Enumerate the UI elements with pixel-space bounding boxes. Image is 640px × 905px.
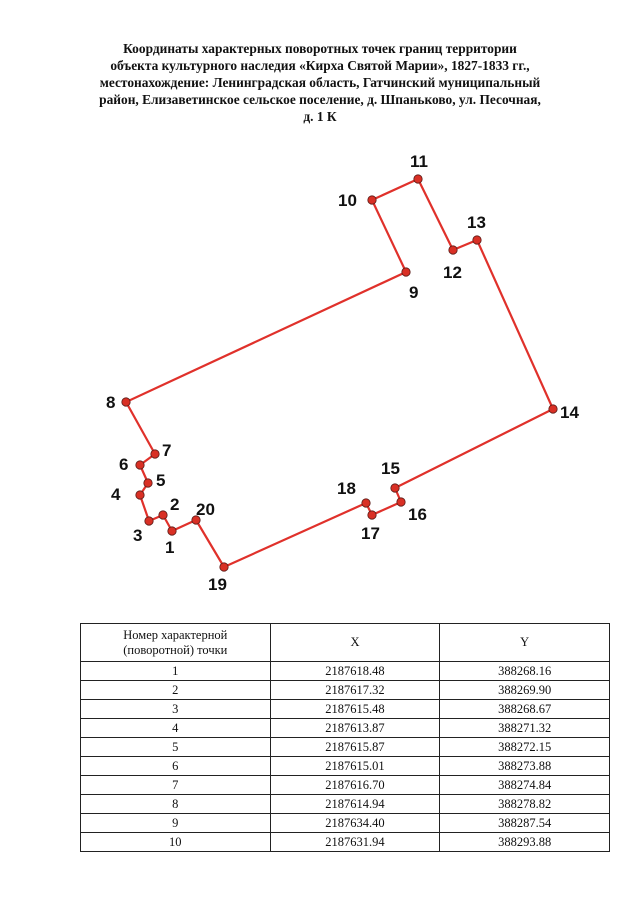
cell-point-number: 4: [81, 719, 271, 738]
boundary-point-marker: [368, 511, 376, 519]
column-header-point: Номер характерной (поворотной) точки: [81, 624, 271, 662]
cell-point-number: 5: [81, 738, 271, 757]
point-label: 8: [106, 393, 116, 412]
cell-y: 388293.88: [440, 833, 610, 852]
table-row: [81, 719, 610, 738]
point-label: 19: [208, 575, 227, 594]
column-header-y: Y: [440, 624, 610, 662]
cell-y: 388278.82: [440, 795, 610, 814]
cell-x: 2187616.70: [270, 776, 440, 795]
cell-point-number: 7: [81, 776, 271, 795]
cell-y: 388287.54: [440, 814, 610, 833]
point-label: 10: [338, 191, 357, 210]
point-label: 16: [408, 505, 427, 524]
cell-x: 2187613.87: [270, 719, 440, 738]
point-label: 5: [156, 471, 166, 490]
table-row: [81, 814, 610, 833]
boundary-point-marker: [220, 563, 228, 571]
cell-x: 2187631.94: [270, 833, 440, 852]
cell-y: 388273.88: [440, 757, 610, 776]
boundary-point-marker: [449, 246, 457, 254]
table-body: [81, 662, 610, 852]
table-row: [81, 776, 610, 795]
cell-y: 388269.90: [440, 681, 610, 700]
boundary-point-marker: [136, 491, 144, 499]
point-label: 20: [196, 500, 215, 519]
column-header-x: X: [270, 624, 440, 662]
title-line: Координаты характерных поворотных точек границ территории: [123, 41, 517, 56]
table-row: [81, 757, 610, 776]
boundary-line: [126, 179, 553, 567]
boundary-point-marker: [159, 511, 167, 519]
boundary-point-marker: [414, 175, 422, 183]
cell-x: 2187634.40: [270, 814, 440, 833]
title-line: объекта культурного наследия «Кирха Святой Марии», 1827-1833 гг.,: [110, 58, 530, 73]
boundary-point-marker: [397, 498, 405, 506]
point-label: 7: [162, 441, 172, 460]
boundary-point-marker: [391, 484, 399, 492]
point-label: 6: [119, 455, 129, 474]
cell-point-number: 1: [81, 662, 271, 681]
boundary-point-marker: [362, 499, 370, 507]
cell-point-number: 10: [81, 833, 271, 852]
point-label: 9: [409, 283, 419, 302]
boundary-point-marker: [549, 405, 557, 413]
table-row: [81, 738, 610, 757]
point-label: 1: [165, 538, 175, 557]
cell-point-number: 9: [81, 814, 271, 833]
table-row: [81, 681, 610, 700]
cell-y: 388274.84: [440, 776, 610, 795]
point-label: 4: [111, 485, 121, 504]
boundary-point-marker: [473, 236, 481, 244]
cell-y: 388268.16: [440, 662, 610, 681]
title-line: район, Елизаветинское сельское поселение, д. Шпаньково, ул. Песочная,: [99, 92, 541, 107]
title-line: д. 1 К: [303, 109, 337, 124]
cell-point-number: 2: [81, 681, 271, 700]
table-row: [81, 662, 610, 681]
point-label: 13: [467, 213, 486, 232]
boundary-point-marker: [402, 268, 410, 276]
boundary-point-marker: [145, 517, 153, 525]
cell-point-number: 6: [81, 757, 271, 776]
table-row: [81, 795, 610, 814]
cell-point-number: 8: [81, 795, 271, 814]
coordinates-table: [80, 623, 610, 852]
cell-y: 388272.15: [440, 738, 610, 757]
boundary-point-marker: [136, 461, 144, 469]
point-label: 18: [337, 479, 356, 498]
cell-x: 2187617.32: [270, 681, 440, 700]
point-label: 11: [410, 152, 428, 171]
point-label: 17: [361, 524, 380, 543]
table-row: [81, 700, 610, 719]
point-label: 2: [170, 495, 180, 514]
table-row: [81, 833, 610, 852]
cell-x: 2187615.87: [270, 738, 440, 757]
cell-y: 388271.32: [440, 719, 610, 738]
boundary-point-marker: [168, 527, 176, 535]
cell-x: 2187615.01: [270, 757, 440, 776]
point-label: 12: [443, 263, 462, 282]
boundary-point-marker: [122, 398, 130, 406]
point-label: 3: [133, 526, 143, 545]
point-label: 14: [560, 403, 579, 422]
title-line: местонахождение: Ленинградская область, Гатчинский муниципальный: [99, 75, 541, 90]
cell-x: 2187615.48: [270, 700, 440, 719]
point-label: 15: [381, 459, 400, 478]
cell-y: 388268.67: [440, 700, 610, 719]
table-header-row: [81, 624, 610, 662]
boundary-point-marker: [144, 479, 152, 487]
cell-x: 2187614.94: [270, 795, 440, 814]
boundary-point-marker: [368, 196, 376, 204]
cell-x: 2187618.48: [270, 662, 440, 681]
cell-point-number: 3: [81, 700, 271, 719]
boundary-point-marker: [151, 450, 159, 458]
